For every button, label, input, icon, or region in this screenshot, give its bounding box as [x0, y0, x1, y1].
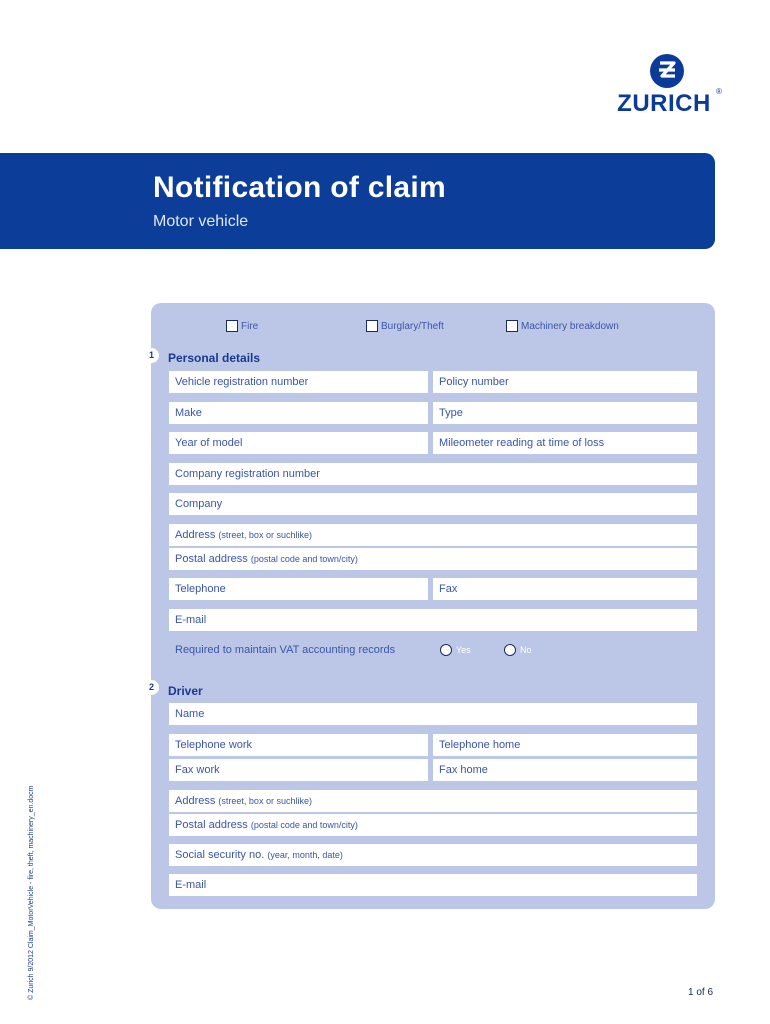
section-1-number: 1 [144, 348, 159, 363]
radio-circle[interactable] [440, 644, 452, 656]
vat-yes-radio[interactable] [440, 644, 471, 656]
brand-name: ZURICH [617, 90, 711, 117]
fax-field[interactable] [433, 578, 697, 600]
document-reference: © Zurich 9/2012 Claim_MotorVehicle - fire, theft, machinery_en.docm [28, 785, 35, 1000]
email-field[interactable] [169, 609, 697, 631]
field-label: Telephone work [175, 739, 253, 751]
field-hint: (street, box or suchlike) [218, 796, 312, 806]
mileometer-field[interactable] [433, 432, 697, 454]
driver-name-field[interactable] [169, 703, 697, 725]
policy-number-field[interactable] [433, 371, 697, 393]
checkbox-label: Burglary/Theft [381, 320, 444, 332]
field-label: Name [175, 708, 205, 720]
field-label: Type [439, 407, 463, 419]
company-registration-field[interactable] [169, 463, 697, 485]
page-subtitle: Motor vehicle [153, 213, 249, 230]
telephone-home-field[interactable] [433, 734, 697, 756]
field-hint: (year, month, date) [267, 850, 343, 860]
driver-postal-address-field[interactable] [169, 814, 697, 836]
zurich-z-icon [650, 54, 684, 88]
page-title: Notification of claim [153, 171, 446, 204]
vat-question: Required to maintain VAT accounting records [175, 644, 396, 656]
driver-email-field[interactable] [169, 874, 697, 896]
field-hint: (postal code and town/city) [250, 820, 358, 830]
field-label: Telephone [175, 583, 226, 595]
registered-mark: ® [716, 87, 722, 96]
checkbox-box[interactable] [226, 320, 238, 332]
telephone-field[interactable] [169, 578, 428, 600]
make-field[interactable] [169, 402, 428, 424]
field-label: Fax home [439, 764, 488, 776]
field-label: E-mail [175, 879, 207, 891]
address-field[interactable] [169, 524, 697, 546]
field-label: Company [175, 498, 223, 510]
telephone-work-field[interactable] [169, 734, 428, 756]
field-hint: (postal code and town/city) [250, 554, 358, 564]
fax-work-field[interactable] [169, 759, 428, 781]
postal-address-field[interactable] [169, 548, 697, 570]
title-banner [0, 153, 715, 249]
burglary-theft-checkbox[interactable] [366, 320, 444, 332]
checkbox-label: Machinery breakdown [521, 320, 619, 332]
fax-home-field[interactable] [433, 759, 697, 781]
company-field[interactable] [169, 493, 697, 515]
zurich-logo [614, 54, 724, 118]
checkbox-label: Fire [241, 320, 259, 332]
type-field[interactable] [433, 402, 697, 424]
field-label: Company registration number [175, 468, 320, 480]
section-1-title: Personal details [168, 351, 261, 365]
machinery-breakdown-checkbox[interactable] [506, 320, 619, 332]
field-label: Address [175, 529, 216, 541]
section-2-number: 2 [144, 680, 159, 695]
social-security-field[interactable] [169, 844, 697, 866]
page-number: 1 of 6 [688, 987, 714, 998]
field-label: Mileometer reading at time of loss [439, 437, 605, 449]
field-label: Fax work [175, 764, 220, 776]
radio-label: Yes [456, 645, 471, 655]
field-label: Fax [439, 583, 458, 595]
field-label: Vehicle registration number [175, 376, 309, 388]
fire-checkbox[interactable] [226, 320, 258, 332]
field-label: Social security no. [175, 849, 265, 861]
vat-no-radio[interactable] [504, 644, 532, 656]
field-label: E-mail [175, 614, 207, 626]
field-label: Telephone home [439, 739, 521, 751]
radio-label: No [520, 645, 532, 655]
checkbox-box[interactable] [366, 320, 378, 332]
radio-circle[interactable] [504, 644, 516, 656]
vehicle-registration-field[interactable] [169, 371, 428, 393]
field-label: Postal address [175, 553, 248, 565]
checkbox-box[interactable] [506, 320, 518, 332]
field-label: Make [175, 407, 202, 419]
field-label: Address [175, 795, 216, 807]
field-hint: (street, box or suchlike) [218, 530, 312, 540]
field-label: Postal address [175, 819, 248, 831]
driver-address-field[interactable] [169, 790, 697, 812]
year-of-model-field[interactable] [169, 432, 428, 454]
field-label: Year of model [175, 437, 243, 449]
section-2-title: Driver [168, 684, 203, 698]
field-label: Policy number [439, 376, 509, 388]
